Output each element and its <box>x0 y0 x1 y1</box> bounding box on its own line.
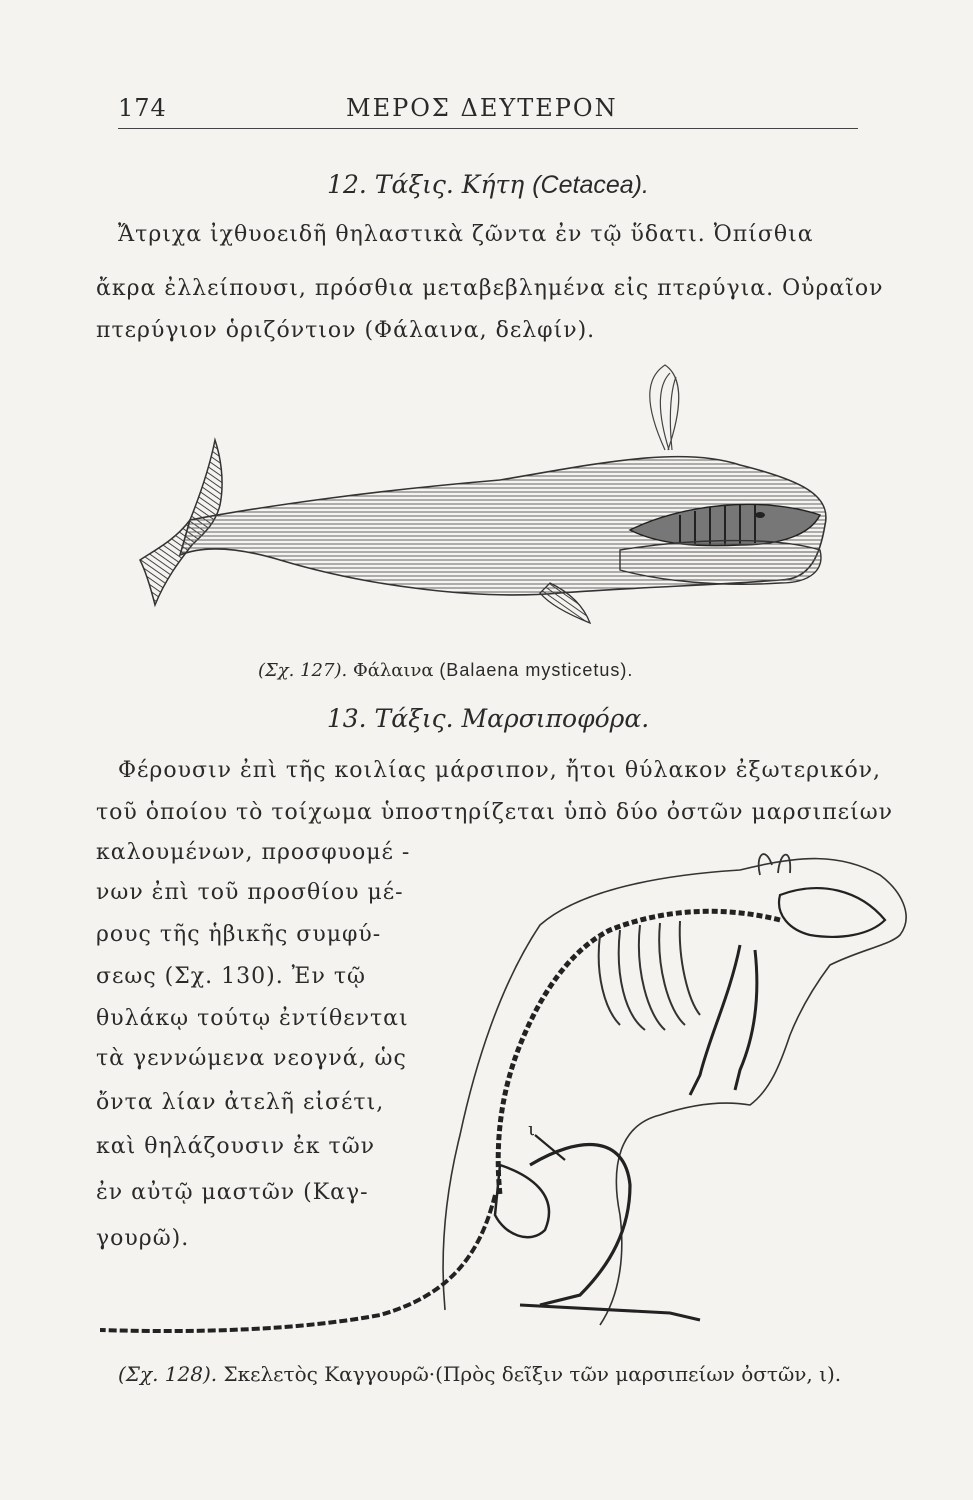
kangaroo-pelvis <box>495 1165 549 1237</box>
figure-127-latin: (Balaena mysticetus). <box>439 660 634 680</box>
kangaroo-skeleton-illustration <box>100 835 930 1355</box>
marsupial-bone-label: ι <box>528 1119 536 1140</box>
running-title: ΜΕΡΟΣ ΔΕΥΤΕΡΟΝ <box>346 94 618 122</box>
kangaroo-outline <box>443 859 906 1325</box>
section-13-narrow-line-10: γουρῶ). <box>96 1226 190 1251</box>
section-12-number: 12. <box>327 170 367 199</box>
whale-illustration <box>120 355 840 655</box>
kangaroo-hindleg <box>530 1145 630 1305</box>
marsupial-bone <box>535 1135 565 1160</box>
figure-128-text: Σκελετὸς Καγγουρῶ·(Πρὸς δεῖξιν τῶν μαρσιπείων ὀστῶν, ι). <box>223 1362 842 1386</box>
kangaroo-forelimbs <box>690 945 757 1095</box>
header-rule <box>118 128 858 129</box>
section-13-narrow-line-4: σεως (Σχ. 130). Ἐν τῷ <box>96 964 366 989</box>
section-12-line-1: Ἄτριχα ἰχθυοειδῆ θηλαστικὰ ζῶντα ἐν τῷ ὕδατι. Ὀπίσθια <box>118 222 814 247</box>
section-13-narrow-line-7: ὄντα λίαν ἀτελῆ εἰσέτι, <box>96 1090 385 1115</box>
section-13-narrow-line-9: ἐν αὐτῷ μαστῶν (Καγ- <box>96 1180 369 1205</box>
section-12-line-2: ἄκρα ἐλλείπουσι, πρόσθια μεταβεβλημένα εἰς πτερύγια. Οὐραῖον <box>96 276 884 301</box>
section-12-line-3: πτερύγιον ὁριζόντιον (Φάλαινα, δελφίν). <box>96 318 596 343</box>
section-13-narrow-line-2: νων ἐπὶ τοῦ προσθίου μέ- <box>96 880 404 905</box>
section-13-heading <box>118 704 858 733</box>
whale-spout <box>650 365 679 450</box>
section-12-latin: (Cetacea). <box>532 171 649 199</box>
section-12-heading <box>118 170 858 200</box>
figure-127-ref: (Σχ. 127). <box>258 660 348 681</box>
section-13-narrow-line-3: ρους τῆς ἡβικῆς συμφύ- <box>96 922 382 947</box>
section-13-line-2: τοῦ ὁποίου τὸ τοίχωμα ὑποστηρίζεται ὑπὸ δύο ὀστῶν μαρσιπείων <box>96 800 894 825</box>
page-number: 174 <box>118 94 167 122</box>
section-13-narrow-line-1: καλουμένων, προσφυομέ - <box>96 840 411 865</box>
whale-eye <box>755 512 765 518</box>
section-12-title: Τάξις. Κήτη <box>374 170 525 199</box>
kangaroo-ribs <box>599 921 700 1030</box>
section-13-narrow-line-8: καὶ θηλάζουσιν ἐκ τῶν <box>96 1134 376 1159</box>
figure-127-name: Φάλαινα <box>352 660 434 681</box>
figure-128-ref: (Σχ. 128). <box>118 1362 218 1386</box>
section-13-line-1: Φέρουσιν ἐπὶ τῆς κοιλίας μάρσιπον, ἤτοι θύλακον ἐξωτερικόν, <box>118 758 882 783</box>
figure-128-caption <box>118 1362 841 1386</box>
figure-127-caption <box>258 660 633 681</box>
page-header <box>118 92 858 132</box>
kangaroo-skull <box>779 888 885 937</box>
section-13-number: 13. <box>326 704 367 733</box>
section-13-narrow-line-5: θυλάκῳ τούτῳ ἐντίθενται <box>96 1006 409 1031</box>
section-13-title: Τάξις. Μαρσιποφόρα. <box>374 704 650 733</box>
kangaroo-tail <box>100 1195 495 1331</box>
section-13-narrow-line-6: τὰ γεννώμενα νεογνά, ὡς <box>96 1046 407 1071</box>
